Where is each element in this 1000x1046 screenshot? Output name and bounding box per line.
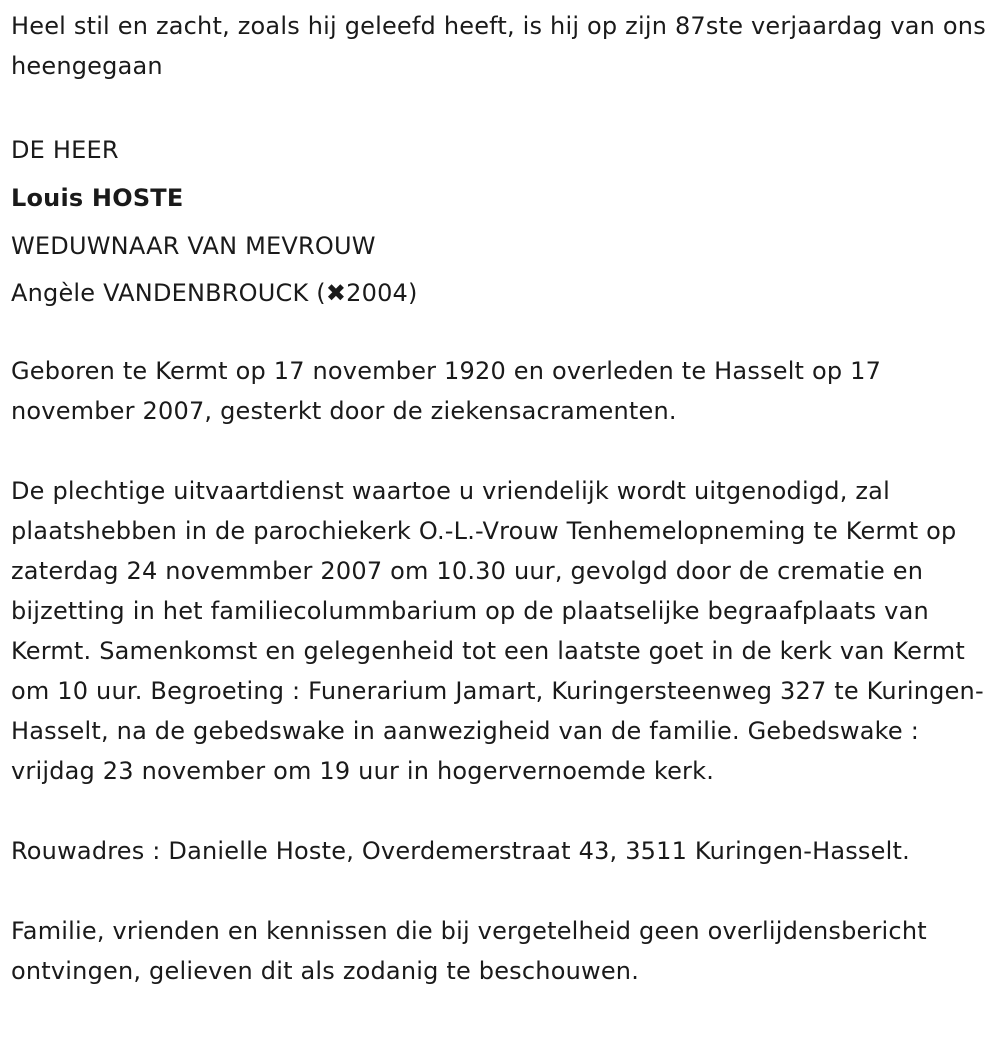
relation-text: WEDUWNAAR VAN MEVROUW: [11, 232, 376, 260]
mourning-address-text: Rouwadres : Danielle Hoste, Overdemerstraat 43, 3511 Kuringen-Hasselt.: [11, 837, 910, 865]
spouse-name: Angèle VANDENBROUCK (✖2004): [11, 279, 418, 307]
intro-text: Heel stil en zacht, zoals hij geleefd heeft, is hij op zijn 87ste verjaardag van ons heengegaan: [11, 12, 986, 80]
birth-death-text: Geboren te Kermt op 17 november 1920 en overleden te Hasselt op 17 november 2007, gesterkt door de ziekensacramenten.: [11, 357, 882, 425]
deceased-name: Louis HOSTE: [11, 184, 184, 212]
deceased-header: [11, 126, 991, 316]
funeral-details-text: De plechtige uitvaartdienst waartoe u vriendelijk wordt uitgenodigd, zal plaatshebben in de parochiekerk O.-L.-Vrouw Tenhemelopneming te Kermt op zaterdag 24 novemmber 2007 om 10.30 uur, gevolgd door de crematie en bijzetting in het familiecolummbarium op de plaatselijke begraafplaats van Kermt. Samenkomst en gelegenheid tot een laatste goet in de kerk van Kermt om 10 uur. Begroeting : Funerarium Jamart, Kuringersteenweg 327 te Kuringen-Hasselt, na de gebedswake in aanwezigheid van de familie. Gebedswake : vrijdag 23 november om 19 uur in hogervernoemde kerk.: [11, 477, 984, 785]
obituary-notice: [11, 6, 991, 991]
closing-text: Familie, vrienden en kennissen die bij vergetelheid geen overlijdensbericht ontvingen, gelieven dit als zodanig te beschouwen.: [11, 917, 927, 985]
title-text: DE HEER: [11, 136, 119, 164]
